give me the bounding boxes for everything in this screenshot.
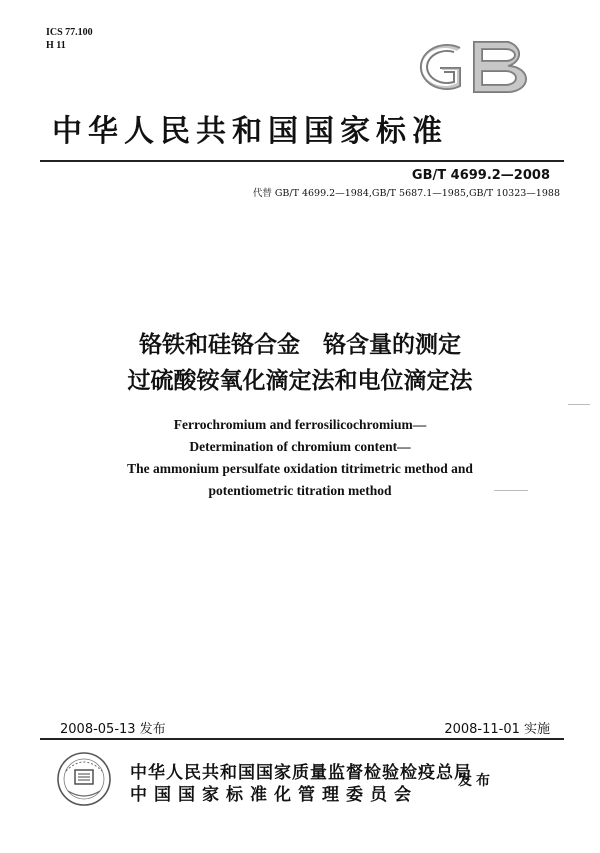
classification-codes [46,26,93,52]
title-cn-line2: 过硫酸铵氧化滴定法和电位滴定法 [127,368,473,394]
document-type-title: 中华人民共和国国家标准 [52,114,448,149]
header-rule [40,160,564,162]
ics-code: ICS 77.100 [46,27,93,38]
publisher-org-2: 中国国家标准化管理委员会 [130,785,418,805]
title-en-line2: Determination of chromium content— [189,439,411,454]
ccs-code: H 11 [46,40,66,51]
replaces-standards: 代替 GB/T 4699.2—1984,GB/T 5687.1—1985,GB/T 10323—1988 [252,188,560,199]
standard-number: GB/T 4699.2—2008 [411,168,550,183]
title-en-line1: Ferrochromium and ferrosilicochromium— [173,417,427,432]
scan-mark [494,490,528,491]
title-cn-line1: 铬铁和硅铬合金 铬含量的测定 [139,332,461,358]
title-en-line4: potentiometric titration method [208,483,392,498]
publisher-org-1: 中华人民共和国国家质量监督检验检疫总局 [130,763,472,783]
publish-label: 发布 [458,773,494,789]
implementation-date: 2008-11-01 实施 [444,722,550,737]
issue-date: 2008-05-13 发布 [60,722,166,737]
official-seal-icon [56,751,112,807]
scan-mark [568,404,590,405]
footer-rule [40,738,564,740]
title-en-line3: The ammonium persulfate oxidation titrimetric method and [127,461,473,476]
gb-logo [408,38,536,96]
